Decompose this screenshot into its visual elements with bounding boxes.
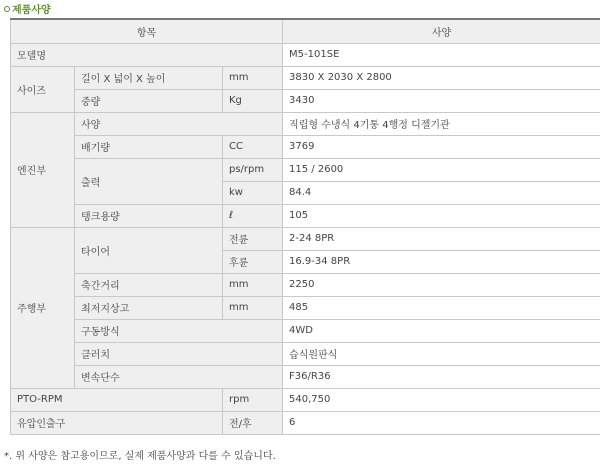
output-value-ps: 115 / 2600 bbox=[283, 158, 600, 181]
hydraulic-unit: 전/후 bbox=[223, 411, 283, 434]
gears-label: 변속단수 bbox=[75, 365, 283, 388]
table-row bbox=[11, 66, 600, 89]
pto-value: 540,750 bbox=[283, 388, 600, 411]
drivetype-value: 4WD bbox=[283, 319, 600, 342]
rear-tire-value: 16.9-34 8PR bbox=[283, 250, 600, 273]
table-row bbox=[11, 342, 600, 365]
model-value: M5-101SE bbox=[283, 43, 600, 66]
rear-tire-label: 후륜 bbox=[223, 250, 283, 273]
table-row bbox=[11, 43, 600, 66]
clearance-unit: mm bbox=[223, 296, 283, 319]
wheelbase-label: 축간거리 bbox=[75, 273, 223, 296]
table-row bbox=[11, 135, 600, 158]
output-label: 출력 bbox=[75, 158, 223, 204]
front-tire-label: 전륜 bbox=[223, 227, 283, 250]
table-row bbox=[11, 158, 600, 181]
table-row bbox=[11, 112, 600, 135]
section-title-text: 제품사양 bbox=[12, 5, 51, 16]
clearance-label: 최저지상고 bbox=[75, 296, 223, 319]
displacement-unit: CC bbox=[223, 135, 283, 158]
circle-bullet-icon bbox=[4, 6, 10, 12]
hydraulic-value: 6 bbox=[283, 411, 600, 434]
table-row bbox=[11, 411, 600, 434]
engine-type-label: 사양 bbox=[75, 112, 283, 135]
size-label: 사이즈 bbox=[11, 66, 75, 112]
weight-value: 3430 bbox=[283, 89, 600, 112]
table-row bbox=[11, 273, 600, 296]
output-unit-ps: ps/rpm bbox=[223, 158, 283, 181]
tire-label: 타이어 bbox=[75, 227, 223, 273]
output-value-kw: 84.4 bbox=[283, 181, 600, 204]
pto-unit: rpm bbox=[223, 388, 283, 411]
clearance-value: 485 bbox=[283, 296, 600, 319]
tank-value: 105 bbox=[283, 204, 600, 227]
table-row bbox=[11, 319, 600, 342]
spec-table bbox=[10, 18, 600, 435]
displacement-label: 배기량 bbox=[75, 135, 223, 158]
front-tire-value: 2-24 8PR bbox=[283, 227, 600, 250]
engine-type-value: 직립형 수냉식 4기통 4행정 디젤기관 bbox=[283, 112, 600, 135]
header-spec: 사양 bbox=[283, 19, 600, 43]
model-label: 모델명 bbox=[11, 43, 283, 66]
table-header-row bbox=[11, 19, 600, 43]
tank-label: 탱크용량 bbox=[75, 204, 223, 227]
wheelbase-unit: mm bbox=[223, 273, 283, 296]
drive-label: 주행부 bbox=[11, 227, 75, 388]
wheelbase-value: 2250 bbox=[283, 273, 600, 296]
section-title bbox=[4, 2, 51, 15]
dims-value: 3830 X 2030 X 2800 bbox=[283, 66, 600, 89]
clutch-label: 클러치 bbox=[75, 342, 283, 365]
pto-label: PTO-RPM bbox=[11, 388, 223, 411]
hydraulic-label: 유압인출구 bbox=[11, 411, 223, 434]
tank-unit: ℓ bbox=[223, 204, 283, 227]
weight-label: 중량 bbox=[75, 89, 223, 112]
table-row bbox=[11, 365, 600, 388]
header-item: 항목 bbox=[11, 19, 283, 43]
dims-unit: mm bbox=[223, 66, 283, 89]
table-row bbox=[11, 296, 600, 319]
output-unit-kw: kw bbox=[223, 181, 283, 204]
disclaimer-note: *. 위 사양은 참고용이므로, 실제 제품사양과 다를 수 있습니다. bbox=[4, 451, 276, 462]
displacement-value: 3769 bbox=[283, 135, 600, 158]
clutch-value: 습식원판식 bbox=[283, 342, 600, 365]
weight-unit: Kg bbox=[223, 89, 283, 112]
gears-value: F36/R36 bbox=[283, 365, 600, 388]
engine-label: 엔진부 bbox=[11, 112, 75, 227]
table-row bbox=[11, 227, 600, 250]
table-row bbox=[11, 89, 600, 112]
drivetype-label: 구동방식 bbox=[75, 319, 283, 342]
table-row bbox=[11, 388, 600, 411]
table-row bbox=[11, 204, 600, 227]
dims-label: 길이 X 넓이 X 높이 bbox=[75, 66, 223, 89]
